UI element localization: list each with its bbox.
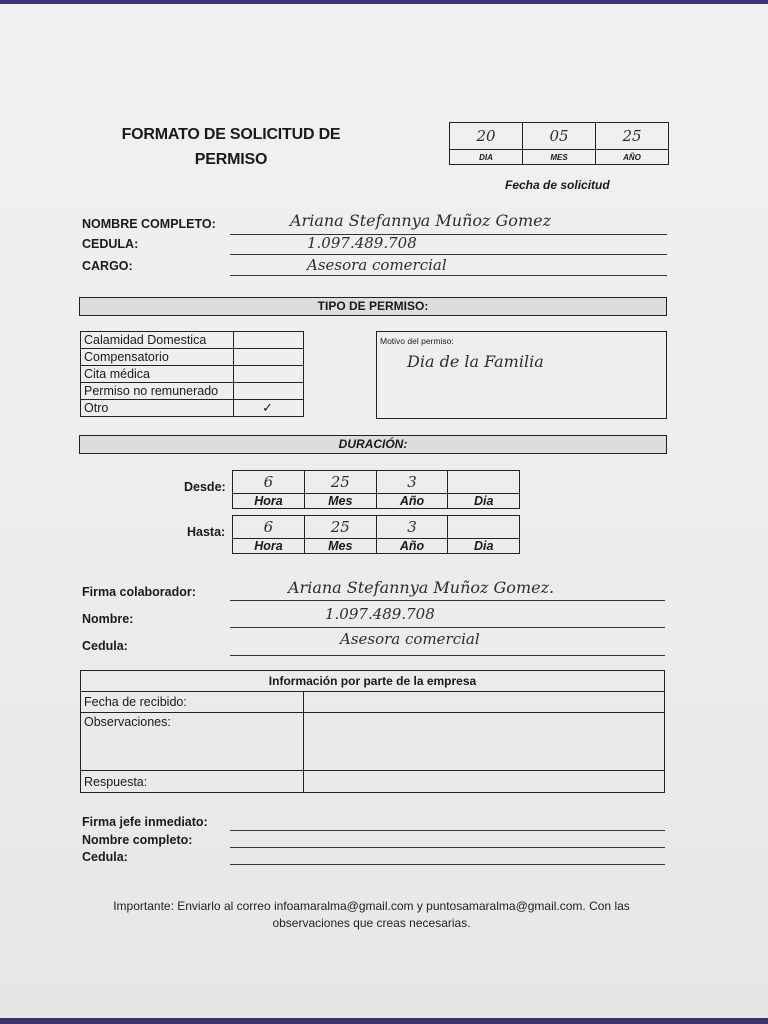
jefe-cedula-label: Cedula: xyxy=(82,850,128,864)
nombre-completo-label: NOMBRE COMPLETO: xyxy=(82,217,216,231)
option-label: Calamidad Domestica xyxy=(81,332,234,349)
fecha-recibido-label: Fecha de recibido: xyxy=(81,692,304,713)
tipo-permiso-header xyxy=(79,297,667,316)
desde-mes-label: Mes xyxy=(304,494,376,509)
nombre-completo-line xyxy=(230,234,667,235)
scan-edge-bottom xyxy=(0,1018,768,1024)
option-checkbox[interactable] xyxy=(234,332,304,349)
fecha-anio-value[interactable]: 25 xyxy=(596,123,669,150)
option-label: Compensatorio xyxy=(81,349,234,366)
option-row[interactable] xyxy=(81,349,304,366)
cedula-colaborador-label: Cedula: xyxy=(82,639,128,653)
hasta-label: Hasta: xyxy=(187,525,226,539)
desde-table xyxy=(232,470,520,509)
jefe-nombre-line[interactable] xyxy=(230,847,665,848)
nombre-value[interactable]: 1.097.489.708 xyxy=(325,605,435,623)
cargo-label: CARGO: xyxy=(82,259,133,273)
empresa-header: Información por parte de la empresa xyxy=(81,671,665,692)
desde-hora-value[interactable]: 6 xyxy=(233,471,305,494)
hasta-anio-value[interactable]: 3 xyxy=(376,516,448,539)
desde-dia-label: Dia xyxy=(448,494,520,509)
nombre-line xyxy=(230,627,665,628)
note-line-1: Importante: Enviarlo al correo infoamaralma@gmail.com y puntosamaralma@gmail.com. Con las xyxy=(113,899,630,913)
fecha-mes-value[interactable]: 05 xyxy=(523,123,596,150)
fecha-mes-label: MES xyxy=(523,150,596,165)
motivo-label: Motivo del permiso: xyxy=(380,336,454,346)
hasta-mes-label: Mes xyxy=(304,539,376,554)
option-row[interactable] xyxy=(81,400,304,417)
hasta-mes-value[interactable]: 25 xyxy=(304,516,376,539)
desde-label: Desde: xyxy=(184,480,226,494)
firma-jefe-line[interactable] xyxy=(230,830,665,831)
observaciones-field[interactable] xyxy=(304,713,665,771)
cedula-line xyxy=(230,254,667,255)
fecha-solicitud-table xyxy=(449,122,669,165)
form-title: FORMATO DE SOLICITUD DE PERMISO xyxy=(121,126,341,168)
option-label: Cita médica xyxy=(81,366,234,383)
option-row[interactable] xyxy=(81,383,304,400)
check-icon: ✓ xyxy=(262,400,273,416)
respuesta-field[interactable] xyxy=(304,771,665,793)
option-label: Permiso no remunerado xyxy=(81,383,234,400)
scan-edge-top xyxy=(0,0,768,4)
option-label: Otro xyxy=(81,400,234,417)
hasta-table xyxy=(232,515,520,554)
fecha-dia-value[interactable]: 20 xyxy=(450,123,523,150)
firma-jefe-label: Firma jefe inmediato: xyxy=(82,815,208,829)
firma-colaborador-label: Firma colaborador: xyxy=(82,585,196,599)
nombre-label: Nombre: xyxy=(82,612,134,626)
firma-colaborador-line xyxy=(230,600,665,601)
firma-colaborador-value[interactable]: Ariana Stefannya Muñoz Gomez. xyxy=(288,578,555,597)
fecha-solicitud-caption: Fecha de solicitud xyxy=(505,178,610,192)
tipo-permiso-options xyxy=(80,331,304,417)
option-checkbox[interactable] xyxy=(234,400,304,417)
option-checkbox[interactable] xyxy=(234,349,304,366)
option-row[interactable] xyxy=(81,366,304,383)
fecha-dia-label: DIA xyxy=(450,150,523,165)
motivo-value: Dia de la Familia xyxy=(407,352,544,371)
desde-anio-value[interactable]: 3 xyxy=(376,471,448,494)
option-checkbox[interactable] xyxy=(234,383,304,400)
cargo-value[interactable]: Asesora comercial xyxy=(307,256,447,274)
fecha-recibido-field[interactable] xyxy=(304,692,665,713)
desde-dia-value[interactable] xyxy=(448,471,520,494)
observaciones-label: Observaciones: xyxy=(81,713,304,771)
importante-note xyxy=(84,898,659,932)
cedula-value[interactable]: 1.097.489.708 xyxy=(307,234,417,252)
duracion-title: DURACIÓN: xyxy=(338,437,408,451)
jefe-cedula-line[interactable] xyxy=(230,864,665,865)
cedula-label: CEDULA: xyxy=(82,237,139,251)
cedula-colaborador-line xyxy=(230,655,665,656)
fecha-anio-label: AÑO xyxy=(596,150,669,165)
duracion-header xyxy=(79,435,667,454)
hasta-anio-label: Año xyxy=(376,539,448,554)
cargo-line xyxy=(230,275,667,276)
hasta-hora-label: Hora xyxy=(233,539,305,554)
nombre-completo-value[interactable]: Ariana Stefannya Muñoz Gomez xyxy=(290,211,552,230)
note-line-2: observaciones que creas necesarias. xyxy=(272,916,471,930)
option-row[interactable] xyxy=(81,332,304,349)
empresa-table xyxy=(80,670,665,793)
desde-mes-value[interactable]: 25 xyxy=(304,471,376,494)
jefe-nombre-label: Nombre completo: xyxy=(82,833,193,847)
tipo-permiso-title: TIPO DE PERMISO: xyxy=(317,299,429,313)
respuesta-label: Respuesta: xyxy=(81,771,304,793)
desde-anio-label: Año xyxy=(376,494,448,509)
option-checkbox[interactable] xyxy=(234,366,304,383)
hasta-dia-value[interactable] xyxy=(448,516,520,539)
hasta-hora-value[interactable]: 6 xyxy=(233,516,305,539)
motivo-box[interactable] xyxy=(376,331,667,419)
desde-hora-label: Hora xyxy=(233,494,305,509)
hasta-dia-label: Dia xyxy=(448,539,520,554)
cedula-colaborador-value[interactable]: Asesora comercial xyxy=(340,630,480,648)
